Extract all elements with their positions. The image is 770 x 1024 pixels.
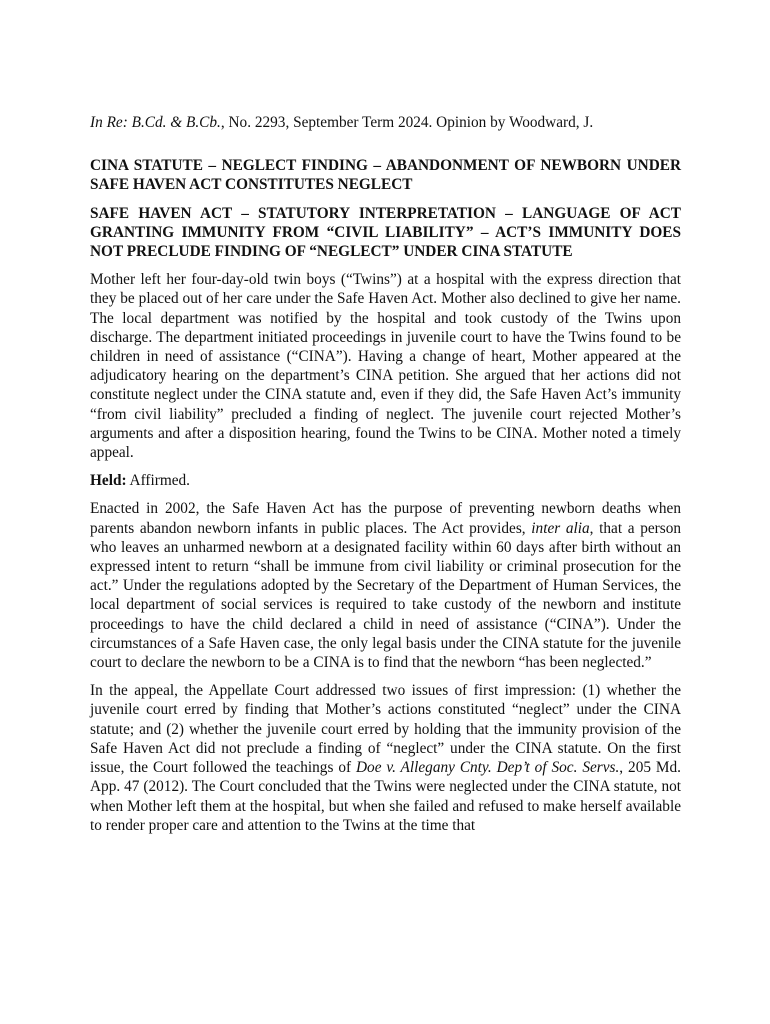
paragraph-text: , that a person who leaves an unharmed newborn at a designated facility within 60 days after birth without an expressed intent to return “shall be immune from civil liability or criminal prosecution for the act.” Under the regulations adopted by the Secretary of the Department of Human Services, the local department of social services is required to take custody of the newborn and institute proceedings to have the child declared a child in need of assistance (“CINA”). Under the circumstances of a Safe Haven case, the only legal basis under the CINA statute for the juvenile court to declare the newborn to be a CINA is to find that the newborn “has been neglected.” [90, 519, 682, 672]
held-label: Held: [90, 472, 127, 490]
paragraph-text: , 205 Md. App. 47 (2012). The Court concluded that the Twins were neglected under the CINA statute, not when Mother left them at the hospital, but when she failed and refused to make herself available to render proper care and attention to the Twins at the time that [90, 759, 681, 834]
latin-phrase: inter alia [531, 519, 590, 537]
case-citation [90, 113, 681, 132]
citation-details: , No. 2293, September Term 2024. Opinion by Woodward, J. [220, 114, 594, 131]
opinion-summary-page [90, 113, 681, 844]
held-text: Affirmed. [126, 472, 190, 490]
headnote-safe-haven-act: SAFE HAVEN ACT – STATUTORY INTERPRETATION – LANGUAGE OF ACT GRANTING IMMUNITY FROM “CIVIL LIABILITY” – ACT’S IMMUNITY DOES NOT PRECLUDE FINDING OF “NEGLECT” UNDER CINA STATUTE [90, 204, 681, 261]
appeal-analysis-paragraph [90, 681, 681, 835]
paragraph-text: Enacted in 2002, the Safe Haven Act has the purpose of preventing newborn deaths when parents abandon newborn infants in public places. The Act provides, [90, 500, 681, 537]
holding [90, 471, 681, 490]
case-reference: Doe v. Allegany Cnty. Dep’t of Soc. Servs. [356, 759, 620, 777]
paragraph-text: In the appeal, the Appellate Court addressed two issues of first impression: (1) whether the juvenile court erred by finding that Mother’s actions constituted “neglect” under the CINA statute; and (2) whether the juvenile court erred by holding that the immunity provision of the Safe Haven Act did not preclude a finding of “neglect” under the CINA statute. On the first issue, the Court followed the teachings of [90, 682, 681, 777]
facts-paragraph: Mother left her four-day-old twin boys (“Twins”) at a hospital with the express direction that they be placed out of her care under the Safe Haven Act. Mother also declined to give her name. The local department was notified by the hospital and took custody of the Twins upon discharge. The department initiated proceedings in juvenile court to have the Twins found to be children in need of assistance (“CINA”). Having a change of heart, Mother appeared at the adjudicatory hearing on the department’s CINA petition. She argued that her actions did not constitute neglect under the CINA statute and, even if they did, the Safe Haven Act’s immunity “from civil liability” precluded a finding of neglect. The juvenile court rejected Mother’s arguments and after a disposition hearing, found the Twins to be CINA. Mother noted a timely appeal. [90, 271, 681, 462]
headnote-cina-statute: CINA STATUTE – NEGLECT FINDING – ABANDONMENT OF NEWBORN UNDER SAFE HAVEN ACT CONSTITUTES NEGLECT [90, 157, 681, 194]
safe-haven-background-paragraph [90, 499, 681, 672]
case-name: In Re: B.Cd. & B.Cb. [90, 114, 221, 131]
